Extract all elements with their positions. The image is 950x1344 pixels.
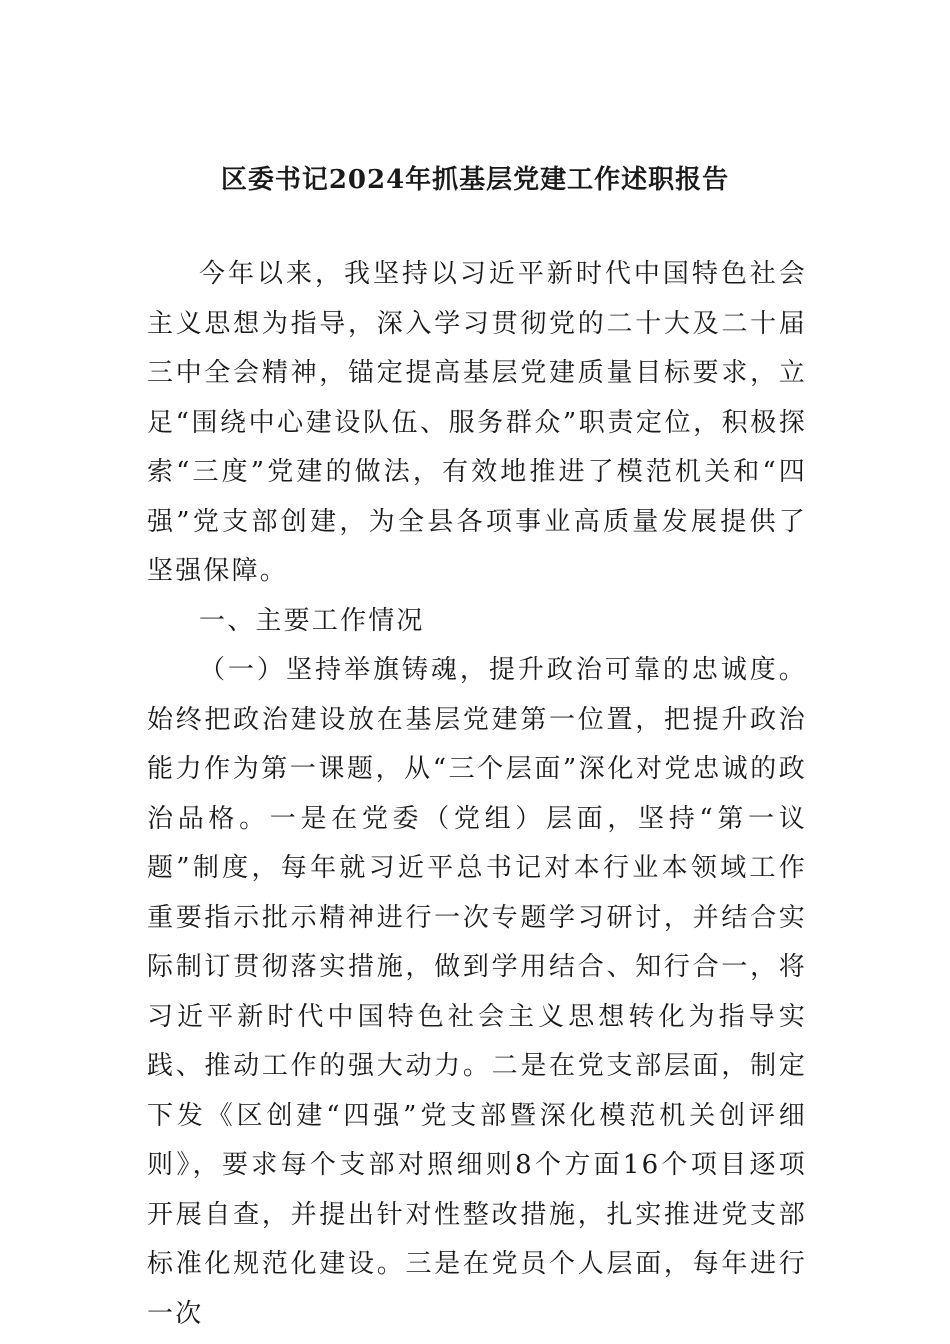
document-title: 区委书记2024年抓基层党建工作述职报告 <box>220 165 730 195</box>
subsection-paragraph: （一）坚持举旗铸魂，提升政治可靠的忠诚度。始终把政治建设放在基层党建第一位置，把提升政治能力作为第一课题，从“三个层面”深化对党忠诚的政治品格。一是在党委（党组）层面，坚持“第一议题”制度，每年就习近平总书记对本行业本领域工作重要指示批示精神进行一次专题学习研讨，并结合实际制订贯彻落实措施，做到学用结合、知行合一，将习近平新时代中国特色社会主义思想转化为指导实践、推动工作的强大动力。二是在党支部层面，制定下发《区创建“四强”党支部暨深化模范机关创评细则》，要求每个支部对照细则8个方面16个项目逐项开展自查，并提出针对性整改措施，扎实推进党支部标准化规范化建设。三是在党员个人层面，每年进行一次 <box>147 655 807 1329</box>
intro-paragraph: 今年以来，我坚持以习近平新时代中国特色社会主义思想为指导，深入学习贯彻党的二十大及二十届三中全会精神，锚定提高基层党建质量目标要求，立足“围绕中心建设队伍、服务群众”职责定位，积极探索“三度”党建的做法，有效地推进了模范机关和“四强”党支部创建，为全县各项事业高质量发展提供了坚强保障。 <box>147 259 807 586</box>
document-body <box>147 250 807 1339</box>
section-heading: 一、主要工作情况 <box>199 605 425 636</box>
